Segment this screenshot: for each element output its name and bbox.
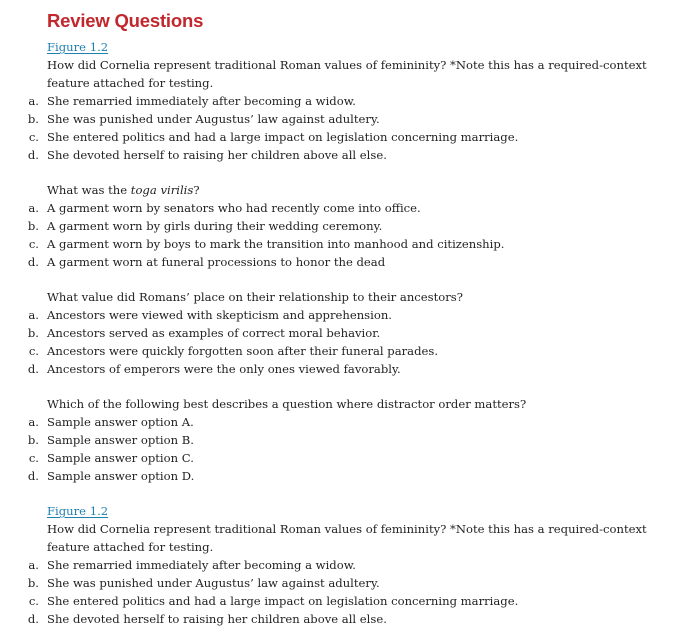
option-text: She remarried immediately after becoming a widow. bbox=[47, 558, 356, 572]
option-text: A garment worn at funeral processions to honor the dead bbox=[47, 255, 386, 269]
section-title: Review Questions bbox=[47, 10, 204, 31]
stem-text: What was the bbox=[47, 183, 131, 197]
question-2 bbox=[0, 181, 690, 271]
option-letter: b. bbox=[27, 219, 39, 233]
option-text: She devoted herself to raising her children above all else. bbox=[47, 612, 387, 626]
answer-option-b bbox=[0, 110, 690, 128]
answer-option-c bbox=[0, 592, 690, 610]
answer-option-c bbox=[0, 342, 690, 360]
option-text: She entered politics and had a large impact on legislation concerning marriage. bbox=[47, 130, 519, 144]
answer-option-c bbox=[0, 128, 690, 146]
option-text: Ancestors of emperors were the only ones viewed favorably. bbox=[47, 362, 401, 376]
question-5 bbox=[0, 502, 690, 628]
option-letter: d. bbox=[27, 148, 39, 162]
option-text: She devoted herself to raising her children above all else. bbox=[47, 148, 387, 162]
answer-option-a bbox=[0, 306, 690, 324]
question-stem: Which of the following best describes a question where distractor order matters? bbox=[47, 397, 527, 411]
figure-link[interactable]: Figure 1.2 bbox=[47, 40, 109, 54]
option-letter: c. bbox=[28, 344, 39, 358]
answer-option-d bbox=[0, 146, 690, 164]
answer-option-d bbox=[0, 360, 690, 378]
answer-option-a bbox=[0, 92, 690, 110]
answer-options bbox=[0, 199, 690, 271]
question-stem: How did Cornelia represent traditional Roman values of femininity? *Note this has a required-context feature attached for testing. bbox=[47, 58, 647, 90]
option-letter: d. bbox=[27, 362, 39, 376]
answer-option-a bbox=[0, 556, 690, 574]
question-4 bbox=[0, 395, 690, 485]
option-letter: c. bbox=[28, 594, 39, 608]
answer-option-b bbox=[0, 431, 690, 449]
option-text: Sample answer option A. bbox=[47, 415, 194, 429]
option-letter: c. bbox=[28, 451, 39, 465]
option-letter: b. bbox=[27, 112, 39, 126]
option-text: Sample answer option D. bbox=[47, 469, 195, 483]
stem-italic-term: toga virilis bbox=[130, 183, 194, 197]
option-letter: c. bbox=[28, 237, 39, 251]
question-3 bbox=[0, 288, 690, 378]
option-text: Sample answer option C. bbox=[47, 451, 194, 465]
answer-options bbox=[0, 413, 690, 485]
option-text: A garment worn by senators who had recently come into office. bbox=[47, 201, 421, 215]
option-text: A garment worn by girls during their wedding ceremony. bbox=[47, 219, 383, 233]
option-letter: a. bbox=[28, 201, 39, 215]
option-letter: b. bbox=[27, 433, 39, 447]
answer-option-b bbox=[0, 217, 690, 235]
question-stem: How did Cornelia represent traditional Roman values of femininity? *Note this has a required-context feature attached for testing. bbox=[47, 522, 647, 554]
answer-option-c bbox=[0, 235, 690, 253]
answer-option-b bbox=[0, 574, 690, 592]
option-text: She entered politics and had a large impact on legislation concerning marriage. bbox=[47, 594, 519, 608]
answer-option-b bbox=[0, 324, 690, 342]
stem-text: ? bbox=[193, 183, 200, 197]
answer-options bbox=[0, 92, 690, 164]
option-letter: c. bbox=[28, 130, 39, 144]
option-letter: b. bbox=[27, 576, 39, 590]
option-text: A garment worn by boys to mark the transition into manhood and citizenship. bbox=[47, 237, 505, 251]
question-1 bbox=[0, 38, 690, 164]
option-letter: d. bbox=[27, 469, 39, 483]
option-text: She remarried immediately after becoming a widow. bbox=[47, 94, 356, 108]
option-letter: a. bbox=[28, 308, 39, 322]
option-text: She was punished under Augustus’ law against adultery. bbox=[47, 576, 380, 590]
answer-option-d bbox=[0, 610, 690, 628]
option-letter: a. bbox=[28, 558, 39, 572]
option-letter: d. bbox=[27, 255, 39, 269]
answer-option-d bbox=[0, 467, 690, 485]
option-letter: a. bbox=[28, 94, 39, 108]
answer-option-a bbox=[0, 199, 690, 217]
answer-option-d bbox=[0, 253, 690, 271]
answer-option-c bbox=[0, 449, 690, 467]
answer-options bbox=[0, 306, 690, 378]
question-stem: What value did Romans’ place on their relationship to their ancestors? bbox=[47, 290, 463, 304]
answer-options bbox=[0, 556, 690, 628]
option-letter: a. bbox=[28, 415, 39, 429]
option-text: Ancestors served as examples of correct moral behavior. bbox=[47, 326, 381, 340]
option-text: Sample answer option B. bbox=[47, 433, 194, 447]
figure-link[interactable]: Figure 1.2 bbox=[47, 504, 109, 518]
option-text: She was punished under Augustus’ law against adultery. bbox=[47, 112, 380, 126]
option-letter: d. bbox=[27, 612, 39, 626]
answer-option-a bbox=[0, 413, 690, 431]
option-letter: b. bbox=[27, 326, 39, 340]
option-text: Ancestors were quickly forgotten soon after their funeral parades. bbox=[47, 344, 439, 358]
question-stem bbox=[47, 181, 672, 199]
option-text: Ancestors were viewed with skepticism and apprehension. bbox=[47, 308, 392, 322]
